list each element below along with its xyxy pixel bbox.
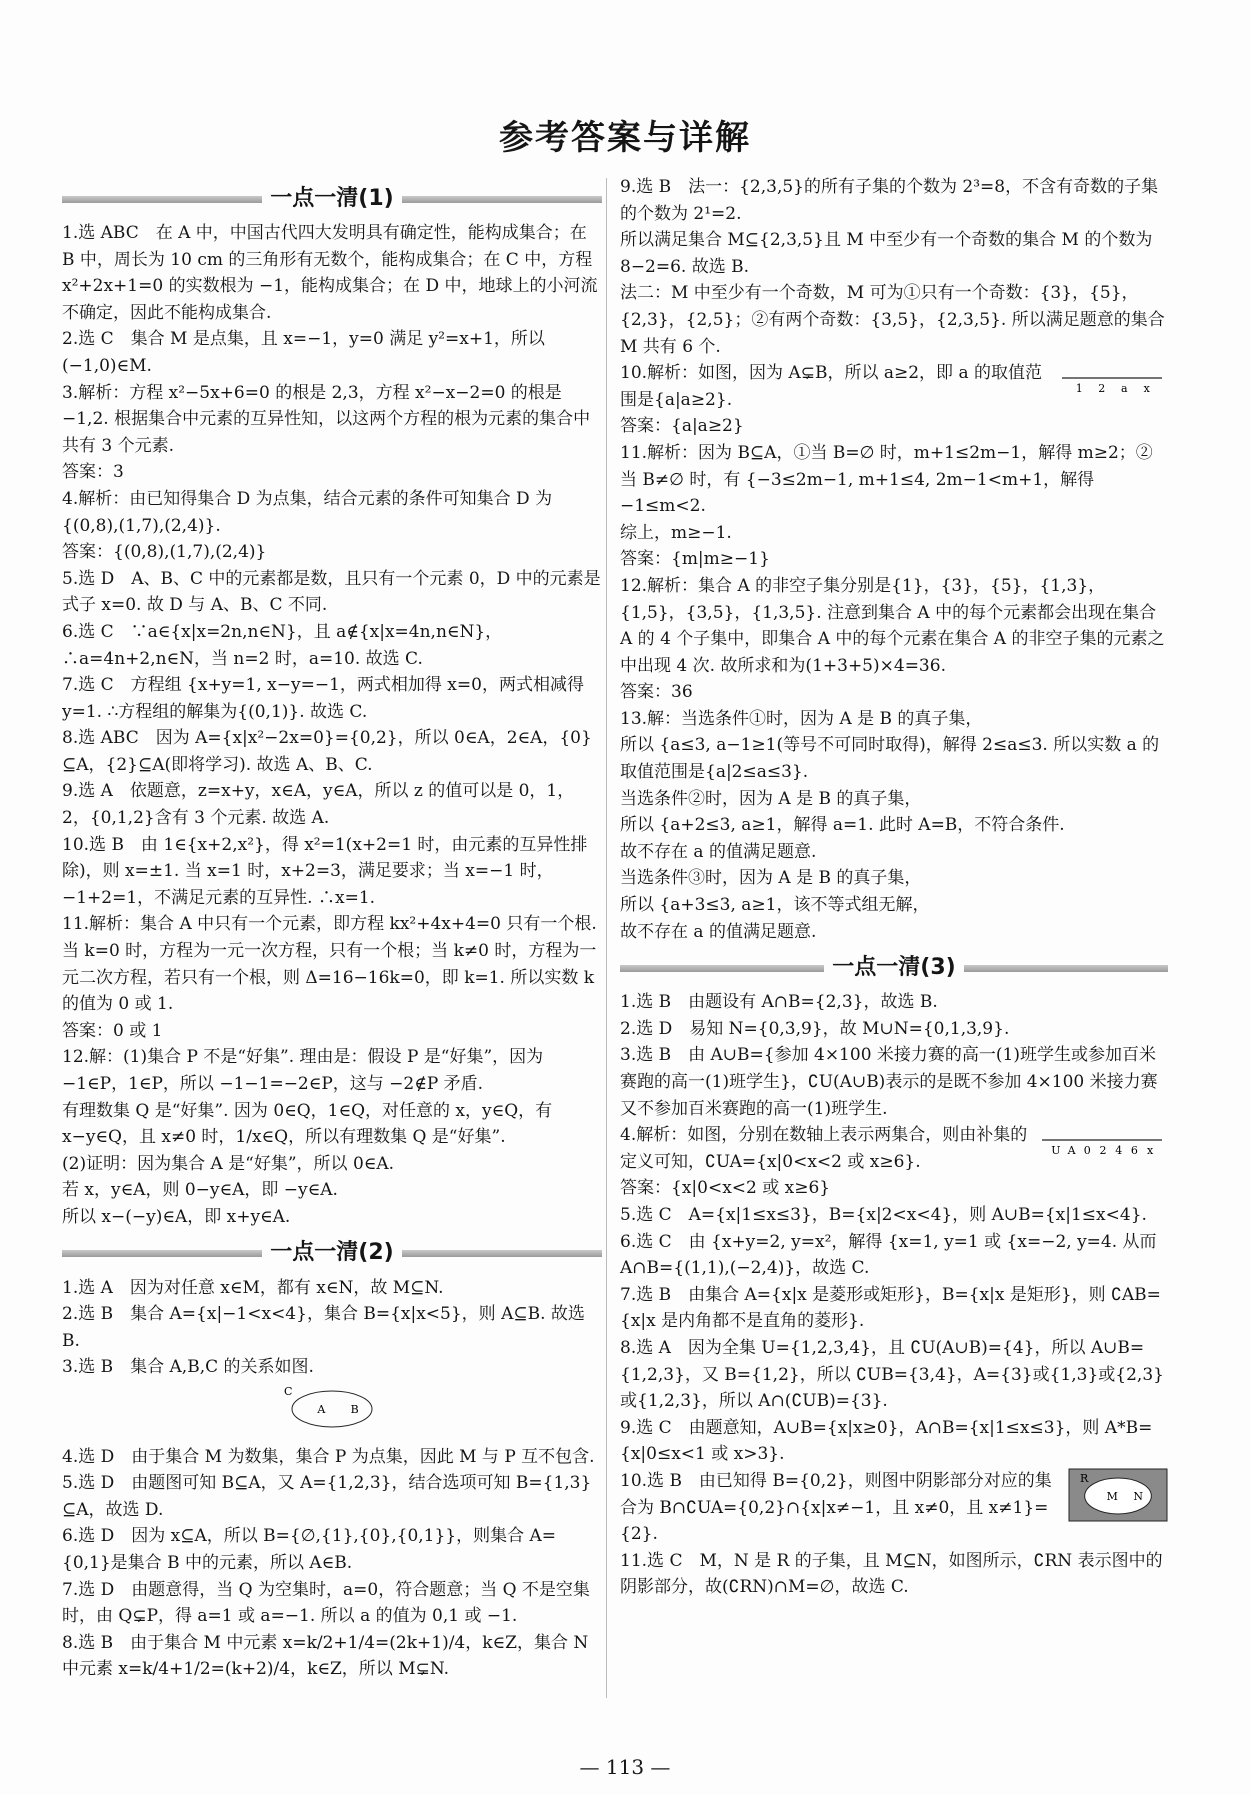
answer-item: 2.选 B 集合 A={x|−1<x<4}，集合 B={x|x<5}，则 A⊆B. 故选 B. [62, 1304, 585, 1351]
answer-item: 若 x，y∈A，则 0−y∈A，即 −y∈A. [62, 1180, 338, 1201]
answer-item: 8.选 A 因为全集 U={1,2,3,4}，且 ∁U(A∪B)={4}，所以 A∪B={1,2,3}，又 B={1,2}，所以 ∁UB={3,4}，A={3}或{1,3}或{2,3}或{1,2,3}，所以 A∩(∁UB)={3}. [620, 1337, 1164, 1412]
section-header-1 [62, 184, 602, 214]
answer-item: R M N 10.选 B 由已知得 B={0,2}，则图中阴影部分对应的集合为 B∩∁UA={0,2}∩{x|x≠−1，且 x≠0，且 x≠1}={2}. [620, 1468, 1168, 1548]
number-line-label: x [1147, 1144, 1154, 1157]
number-line-label: 6 [1130, 1144, 1138, 1157]
section-title: 一点一清(3) [832, 954, 956, 980]
answer-item: 1.选 ABC 在 A 中，中国古代四大发明具有确定性，能构成集合；在 B 中，周长为 10 cm 的三角形有无数个，能构成集合；在 C 中，方程 x²+2x+1=0 的实数根为 −1，能构成集合；在 D 中，地球上的小河流不确定，因此不能构成集合. [62, 223, 598, 323]
answer-item: 3.选 B 由 A∪B={参加 4×100 米接力赛的高一(1)班学生或参加百米赛跑的高一(1)班学生}，∁U(A∪B)表示的是既不参加 4×100 米接力赛又不参加百米赛跑的高一(1)班学生. [620, 1045, 1158, 1119]
number-line-label: 1 [1075, 382, 1083, 395]
answer-item: 11.选 C M，N 是 R 的子集，且 M⊆N，如图所示，∁RN 表示图中的阴影部分，故(∁RN)∩M=∅，故选 C. [620, 1550, 1163, 1598]
section-title: 一点一清(2) [270, 1240, 394, 1266]
answer-item: 9.选 A 依题意，z=x+y，x∈A，y∈A，所以 z 的值可以是 0，1，2，{0,1,2}含有 3 个元素. 故选 A. [62, 781, 575, 829]
answer-item: 所以满足集合 M⊆{2,3,5}且 M 中至少有一个奇数的集合 M 的个数为 8−2=6. 故选 B. [620, 230, 1153, 277]
venn-diagram-figure [272, 1381, 392, 1435]
answer-item: 综上，m≥−1. [620, 522, 732, 543]
answer-item: 有理数集 Q 是“好集”. 因为 0∈Q，1∈Q，对任意的 x，y∈Q，有 x−y∈Q，且 x≠0 时，1/x∈Q，所以有理数集 Q 是“好集”. [62, 1100, 553, 1148]
answer-item: 当选条件②时，因为 A 是 B 的真子集， [620, 788, 922, 809]
answer-item: 12.解析：集合 A 的非空子集分别是{1}，{3}，{5}，{1,3}，{1,5}，{3,5}，{1,3,5}. 注意到集合 A 中的每个元素都会出现在集合 A 的 4 个子集中，即集合 A 中的每个元素在集合 A 的非空子集的元素之中出现 4 次. 故所求和为(1+3+5)×4=36. [620, 575, 1165, 676]
answer-item: 7.选 B 由集合 A={x|x 是菱形或矩形}，B={x|x 是矩形}，则 ∁AB={x|x 是内角都不是直角的菱形}. [620, 1284, 1161, 1332]
answer-item: 1 2 a x 10.解析：如图，因为 A⊊B，所以 a≥2，即 a 的取值范围是{a|a≥2}. [620, 360, 1168, 413]
venn-label: R [1080, 1471, 1089, 1485]
section-1-answers [62, 220, 602, 1231]
section-header-2 [62, 1239, 602, 1269]
answer-item: 5.选 D A、B、C 中的元素都是数，且只有一个元素 0，D 中的元素是式子 x=0. 故 D 与 A、B、C 不同. [62, 568, 601, 616]
answer-item: 6.选 C 由 {x+y=2, y=x²，解得 {x=1, y=1 或 {x=−2, y=4. 从而 A∩B={(1,1),(−2,4)}，故选 C. [620, 1231, 1157, 1279]
answer-item: 所以 x−(−y)∈A，即 x+y∈A. [62, 1206, 291, 1227]
number-line-label: U [1051, 1144, 1061, 1157]
answer-item: 所以 {a+3≤3, a≥1，该不等式组无解， [620, 895, 930, 916]
number-line-label: A [1067, 1144, 1076, 1157]
answer-item: 法二：M 中至少有一个奇数，M 可为①只有一个奇数：{3}，{5}，{2,3}，{2,5}；②有两个奇数：{3,5}，{2,3,5}. 所以满足题意的集合 M 共有 6 个. [620, 283, 1165, 357]
venn-label: M [1106, 1489, 1118, 1503]
number-line-figure [1058, 360, 1168, 394]
answer-item: 6.选 D 因为 x⊆A，所以 B={∅,{1},{0},{0,1}}，则集合 A={0,1}是集合 B 中的元素，所以 A∈B. [62, 1526, 557, 1573]
answer-item: 9.选 C 由题意知，A∪B={x|x≥0}，A∩B={x|1≤x≤3}，则 A*B={x|0≤x<1 或 x>3}. [620, 1417, 1153, 1465]
number-line-label: 2 [1099, 1144, 1107, 1157]
section-2-answers [62, 1275, 602, 1683]
answer-item: 答案：{m|m≥−1} [620, 549, 770, 570]
answer-item: 4.解析：由已知得集合 D 为点集，结合元素的条件可知集合 D 为{(0,8),(1,7),(2,4)}. [62, 488, 553, 536]
answer-item: 9.选 B 法一：{2,3,5}的所有子集的个数为 2³=8，不含有奇数的子集的个数为 2¹=2. [620, 177, 1159, 224]
answer-item: 11.解析：因为 B⊆A，①当 B=∅ 时，m+1≤2m−1，解得 m≥2；②当 B≠∅ 时，有 {−3≤2m−1, m+1≤4, 2m−1<m+1，解得 −1≤m<2. [620, 442, 1153, 517]
answer-item: 答案：{(0,8),(1,7),(2,4)} [62, 542, 267, 563]
number-line-label: 4 [1115, 1144, 1123, 1157]
answer-item: 答案：{x|0<x<2 或 x≥6} [620, 1178, 831, 1199]
answer-item: 5.选 D 由题图可知 B⊆A，又 A={1,2,3}，结合选项可知 B={1,3}⊆A，故选 D. [62, 1473, 592, 1520]
number-line-label: 0 [1083, 1144, 1091, 1157]
answer-item: 6.选 C ∵a∈{x|x=2n,n∈N}，且 a∉{x|x=4n,n∈N}，∴a=4n+2,n∈N，当 n=2 时，a=10. 故选 C. [62, 621, 503, 669]
answer-item: 1.选 B 由题设有 A∩B={2,3}，故选 B. [620, 992, 938, 1013]
answer-item: 7.选 C 方程组 {x+y=1, x−y=−1，两式相加得 x=0，两式相减得 y=1. ∴方程组的解集为{(0,1)}. 故选 C. [62, 675, 584, 722]
answer-item: 8.选 ABC 因为 A={x|x²−2x=0}={0,2}，所以 0∈A，2∈A，{0}⊆A，{2}⊆A(即将学习). 故选 A、B、C. [62, 728, 592, 775]
answer-item: 7.选 D 由题意得，当 Q 为空集时，a=0，符合题意；当 Q 不是空集时，由 Q⊊P，得 a=1 或 a=−1. 所以 a 的值为 0,1 或 −1. [62, 1579, 590, 1627]
answer-item: 所以 {a+2≤3, a≥1，解得 a=1. 此时 A=B，不符合条件. [620, 815, 1065, 836]
answer-item: 3.选 B 集合 A,B,C 的关系如图. [62, 1357, 314, 1378]
answer-item: 10.选 B 由 1∈{x+2,x²}，得 x²=1(x+2=1 时，由元素的互异性排除)，则 x=±1. 当 x=1 时，x+2=3，满足要求；当 x=−1 时，−1+2=1，不满足元素的互异性. ∴x=1. [62, 834, 588, 908]
section-2-answers-continued [620, 174, 1168, 945]
answer-item: 答案：0 或 1 [62, 1020, 163, 1041]
right-column [620, 174, 1168, 1601]
left-column [62, 178, 602, 1683]
answer-item: 8.选 B 由于集合 M 中元素 x=k/2+1/4=(2k+1)/4，k∈Z，集合 N 中元素 x=k/4+1/2=(k+2)/4，k∈Z，所以 M⊊N. [62, 1632, 589, 1680]
answer-item: 12.解：(1)集合 P 不是“好集”. 理由是：假设 P 是“好集”，因为 −1∈P，1∈P，所以 −1−1=−2∈P，这与 −2∉P 矛盾. [62, 1047, 544, 1094]
answer-item: 3.解析：方程 x²−5x+6=0 的根是 2,3，方程 x²−x−2=0 的根是 −1,2. 根据集合中元素的互异性知，以这两个方程的根为元素的集合中共有 3 个元素. [62, 382, 591, 456]
answer-item: 答案：{a|a≥2} [620, 416, 744, 437]
answer-item: 1.选 A 因为对任意 x∈M，都有 x∈N，故 M⊆N. [62, 1277, 444, 1298]
venn-label: B [350, 1402, 359, 1416]
venn-label: N [1133, 1489, 1143, 1503]
answer-item: 4.选 D 由于集合 M 为数集，集合 P 为点集，因此 M 与 P 互不包含. [62, 1446, 595, 1467]
venn-label: A [317, 1402, 326, 1416]
answer-item: 11.解析：集合 A 中只有一个元素，即方程 kx²+4x+4=0 只有一个根. 当 k=0 时，方程为一元一次方程，只有一个根；当 k≠0 时，方程为一元二次方程，若只有一个根，则 Δ=16−16k=0，即 k=1. 所以实数 k 的值为 0 或 1. [62, 914, 597, 1015]
answer-item: U A 0 2 4 6 x 4.解析：如图，分别在数轴上表示两集合，则由补集的定义可知，∁UA={x|0<x<2 或 x≥6}. [620, 1122, 1168, 1175]
answer-item: 答案：36 [620, 682, 693, 703]
venn-label: C [284, 1384, 293, 1398]
page-title: 参考答案与详解 [499, 118, 751, 158]
answer-item: 13.解：当选条件①时，因为 A 是 B 的真子集， [620, 708, 983, 729]
answer-item: 2.选 C 集合 M 是点集，且 x=−1，y=0 满足 y²=x+1，所以 (−1,0)∈M. [62, 329, 545, 376]
answer-item: 故不存在 a 的值满足题意. [620, 921, 817, 942]
column-divider [606, 178, 607, 1698]
section-title: 一点一清(1) [270, 185, 394, 211]
answer-item: 5.选 C A={x|1≤x≤3}，B={x|2<x<4}，则 A∪B={x|1≤x<4}. [620, 1204, 1147, 1225]
page-number: — 113 — [579, 1755, 671, 1779]
number-line-figure [1038, 1122, 1168, 1156]
answer-item: (2)证明：因为集合 A 是“好集”，所以 0∈A. [62, 1153, 395, 1174]
answer-item: 2.选 D 易知 N={0,3,9}，故 M∪N={0,1,3,9}. [620, 1018, 1010, 1039]
section-3-answers [620, 989, 1168, 1601]
number-line-label: a [1120, 382, 1128, 395]
section-header-3 [620, 953, 1168, 983]
number-line-label: x [1143, 382, 1150, 395]
answer-item: 故不存在 a 的值满足题意. [620, 841, 817, 862]
number-line-label: 2 [1098, 382, 1106, 395]
answer-item: 所以 {a≤3, a−1≥1(等号不可同时取得)，解得 2≤a≤3. 所以实数 a 的取值范围是{a|2≤a≤3}. [620, 735, 1160, 783]
venn-diagram-figure [1068, 1468, 1168, 1522]
answer-item: 当选条件③时，因为 A 是 B 的真子集， [620, 868, 922, 889]
answer-item: 答案：3 [62, 462, 124, 483]
